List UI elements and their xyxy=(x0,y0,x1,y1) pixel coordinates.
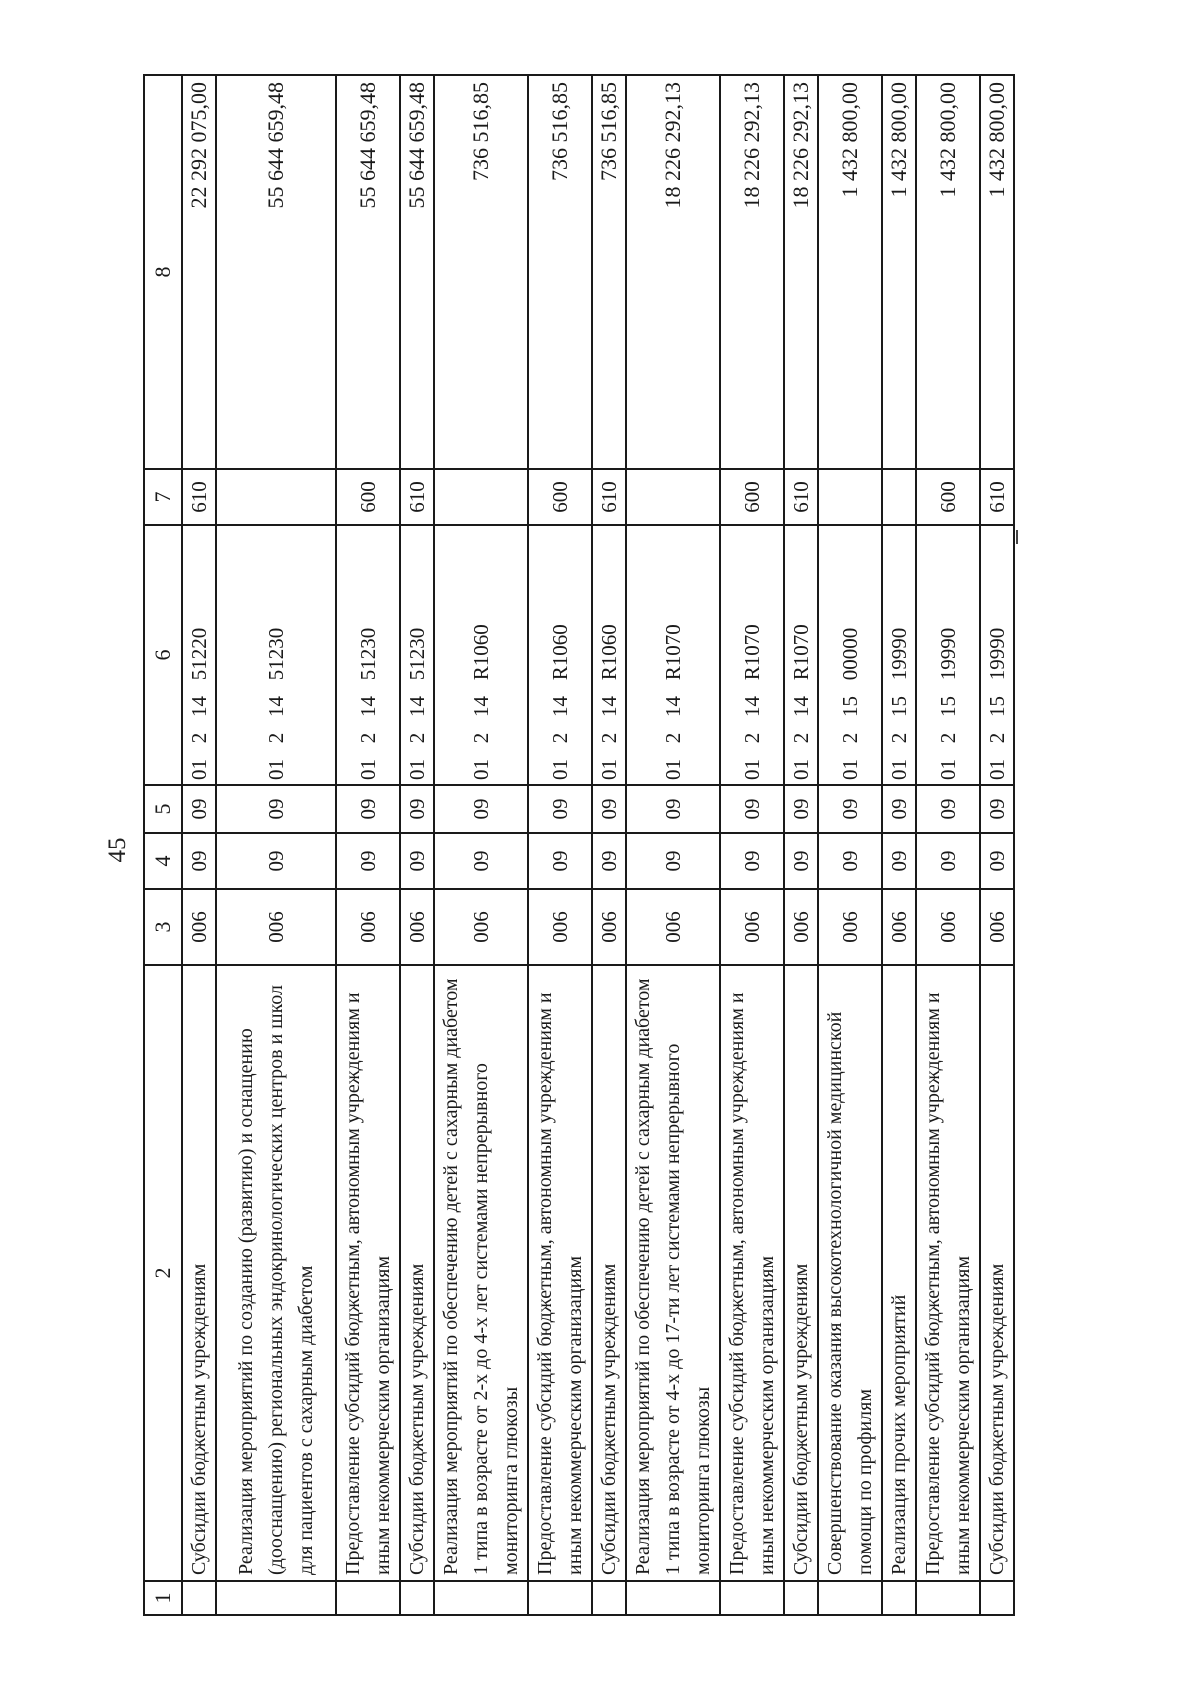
cell-col-1 xyxy=(818,1581,882,1615)
cell-amount: 736 516,85 xyxy=(528,75,592,469)
table-row xyxy=(784,75,818,1615)
cell-col-3: 006 xyxy=(434,889,528,965)
table-row xyxy=(182,75,216,1615)
cell-description: Субсидии бюджетным учреждениям xyxy=(980,965,1014,1581)
cell-col-5: 09 xyxy=(434,785,528,833)
cell-col-4: 09 xyxy=(434,833,528,889)
cell-col-5: 09 xyxy=(980,785,1014,833)
header-col-6: 6 xyxy=(144,525,182,785)
header-col-3: 3 xyxy=(144,889,182,965)
cell-expense-type: 600 xyxy=(528,469,592,525)
cell-amount: 18 226 292,13 xyxy=(784,75,818,469)
budget-table xyxy=(143,74,1015,1616)
cell-target-code: 01 2 14 R1060 xyxy=(528,525,592,785)
cell-col-4: 09 xyxy=(882,833,916,889)
cell-description: Предоставление субсидий бюджетным, автономным учреждениям и иным некоммерческим организациям xyxy=(336,965,400,1581)
cell-col-1 xyxy=(784,1581,818,1615)
cell-col-5: 09 xyxy=(882,785,916,833)
cell-amount: 18 226 292,13 xyxy=(720,75,784,469)
cell-target-code: 01 2 14 R1070 xyxy=(784,525,818,785)
cell-target-code: 01 2 15 19990 xyxy=(980,525,1014,785)
cell-target-code: 01 2 15 19990 xyxy=(882,525,916,785)
cell-col-3: 006 xyxy=(528,889,592,965)
page-number: 45 xyxy=(104,837,131,863)
cell-col-3: 006 xyxy=(784,889,818,965)
cell-col-4: 09 xyxy=(400,833,434,889)
table-row xyxy=(592,75,626,1615)
cell-description: Субсидии бюджетным учреждениям xyxy=(784,965,818,1581)
cell-expense-type: 600 xyxy=(720,469,784,525)
cell-col-4: 09 xyxy=(626,833,720,889)
cell-col-5: 09 xyxy=(916,785,980,833)
table-row xyxy=(626,75,720,1615)
cell-target-code: 01 2 14 R1060 xyxy=(592,525,626,785)
cell-col-3: 006 xyxy=(592,889,626,965)
cell-target-code: 01 2 14 51230 xyxy=(336,525,400,785)
cell-amount: 22 292 075,00 xyxy=(182,75,216,469)
cell-col-5: 09 xyxy=(784,785,818,833)
cell-expense-type: 610 xyxy=(980,469,1014,525)
cell-expense-type: 600 xyxy=(336,469,400,525)
header-col-7: 7 xyxy=(144,469,182,525)
table-row xyxy=(916,75,980,1615)
cell-col-1 xyxy=(980,1581,1014,1615)
cell-target-code: 01 2 14 R1060 xyxy=(434,525,528,785)
cell-amount: 1 432 800,00 xyxy=(882,75,916,469)
cell-description: Реализация мероприятий по созданию (развитию) и оснащению (дооснащению) региональных эндокринологических центров и школ для пациентов с сахарным диабетом xyxy=(216,965,336,1581)
cell-description: Субсидии бюджетным учреждениям xyxy=(182,965,216,1581)
header-col-4: 4 xyxy=(144,833,182,889)
cell-amount: 55 644 659,48 xyxy=(400,75,434,469)
cell-col-3: 006 xyxy=(818,889,882,965)
table-row xyxy=(882,75,916,1615)
cell-col-1 xyxy=(626,1581,720,1615)
cell-expense-type xyxy=(434,469,528,525)
cell-amount: 1 432 800,00 xyxy=(916,75,980,469)
header-row xyxy=(144,75,182,1615)
table-row xyxy=(980,75,1014,1615)
cell-col-1 xyxy=(720,1581,784,1615)
cell-col-1 xyxy=(916,1581,980,1615)
table-row xyxy=(434,75,528,1615)
table-row xyxy=(400,75,434,1615)
cell-amount: 55 644 659,48 xyxy=(216,75,336,469)
cell-description: Субсидии бюджетным учреждениям xyxy=(400,965,434,1581)
cell-amount: 55 644 659,48 xyxy=(336,75,400,469)
cell-col-4: 09 xyxy=(336,833,400,889)
cell-col-5: 09 xyxy=(216,785,336,833)
cell-expense-type xyxy=(882,469,916,525)
header-col-8: 8 xyxy=(144,75,182,469)
cell-col-1 xyxy=(882,1581,916,1615)
cell-col-3: 006 xyxy=(182,889,216,965)
cell-col-4: 09 xyxy=(720,833,784,889)
cell-col-1 xyxy=(336,1581,400,1615)
cell-col-5: 09 xyxy=(720,785,784,833)
cell-expense-type: 610 xyxy=(784,469,818,525)
table-row xyxy=(818,75,882,1615)
cell-target-code: 01 2 15 19990 xyxy=(916,525,980,785)
cell-target-code: 01 2 14 R1070 xyxy=(720,525,784,785)
cell-expense-type xyxy=(216,469,336,525)
cell-col-3: 006 xyxy=(882,889,916,965)
table-row xyxy=(528,75,592,1615)
header-col-5: 5 xyxy=(144,785,182,833)
table-row xyxy=(720,75,784,1615)
cell-col-5: 09 xyxy=(336,785,400,833)
cell-expense-type: 610 xyxy=(400,469,434,525)
cell-col-4: 09 xyxy=(784,833,818,889)
cell-target-code: 01 2 14 51230 xyxy=(400,525,434,785)
cell-amount: 736 516,85 xyxy=(592,75,626,469)
table-row xyxy=(336,75,400,1615)
cell-expense-type: 610 xyxy=(592,469,626,525)
cell-col-3: 006 xyxy=(216,889,336,965)
cell-col-4: 09 xyxy=(528,833,592,889)
cell-col-5: 09 xyxy=(528,785,592,833)
cell-col-3: 006 xyxy=(720,889,784,965)
cell-description: Реализация мероприятий по обеспечению детей с сахарным диабетом 1 типа в возрасте от 4-х до 17-ти лет системами непрерывного мониторинга глюкозы xyxy=(626,965,720,1581)
cell-amount: 18 226 292,13 xyxy=(626,75,720,469)
cell-col-3: 006 xyxy=(400,889,434,965)
header-col-2: 2 xyxy=(144,965,182,1581)
cell-col-4: 09 xyxy=(592,833,626,889)
cell-col-4: 09 xyxy=(818,833,882,889)
margin-mark xyxy=(1016,530,1018,544)
cell-col-1 xyxy=(528,1581,592,1615)
cell-col-5: 09 xyxy=(626,785,720,833)
cell-target-code: 01 2 14 51230 xyxy=(216,525,336,785)
header-col-1: 1 xyxy=(144,1581,182,1615)
cell-description: Предоставление субсидий бюджетным, автономным учреждениям и иным некоммерческим организациям xyxy=(916,965,980,1581)
cell-description: Предоставление субсидий бюджетным, автономным учреждениям и иным некоммерческим организациям xyxy=(528,965,592,1581)
cell-target-code: 01 2 14 R1070 xyxy=(626,525,720,785)
cell-col-4: 09 xyxy=(216,833,336,889)
cell-col-3: 006 xyxy=(980,889,1014,965)
cell-amount: 1 432 800,00 xyxy=(818,75,882,469)
cell-target-code: 01 2 14 51220 xyxy=(182,525,216,785)
cell-amount: 736 516,85 xyxy=(434,75,528,469)
table-row xyxy=(216,75,336,1615)
cell-description: Реализация мероприятий по обеспечению детей с сахарным диабетом 1 типа в возрасте от 2-х до 4-х лет системами непрерывного мониторинга глюкозы xyxy=(434,965,528,1581)
cell-col-5: 09 xyxy=(400,785,434,833)
cell-target-code: 01 2 15 00000 xyxy=(818,525,882,785)
cell-col-5: 09 xyxy=(592,785,626,833)
cell-col-4: 09 xyxy=(916,833,980,889)
cell-col-3: 006 xyxy=(336,889,400,965)
cell-col-3: 006 xyxy=(916,889,980,965)
cell-col-1 xyxy=(182,1581,216,1615)
cell-expense-type: 610 xyxy=(182,469,216,525)
cell-expense-type xyxy=(818,469,882,525)
cell-col-5: 09 xyxy=(818,785,882,833)
cell-col-3: 006 xyxy=(626,889,720,965)
cell-col-1 xyxy=(216,1581,336,1615)
cell-description: Совершенствование оказания высокотехнологичной медицинской помощи по профилям xyxy=(818,965,882,1581)
cell-col-4: 09 xyxy=(182,833,216,889)
cell-col-4: 09 xyxy=(980,833,1014,889)
cell-amount: 1 432 800,00 xyxy=(980,75,1014,469)
cell-col-5: 09 xyxy=(182,785,216,833)
cell-description: Субсидии бюджетным учреждениям xyxy=(592,965,626,1581)
cell-description: Предоставление субсидий бюджетным, автономным учреждениям и иным некоммерческим организациям xyxy=(720,965,784,1581)
budget-table-sheet xyxy=(143,76,1091,1616)
cell-col-1 xyxy=(592,1581,626,1615)
cell-col-1 xyxy=(434,1581,528,1615)
cell-expense-type: 600 xyxy=(916,469,980,525)
cell-col-1 xyxy=(400,1581,434,1615)
cell-expense-type xyxy=(626,469,720,525)
cell-description: Реализация прочих мероприятий xyxy=(882,965,916,1581)
